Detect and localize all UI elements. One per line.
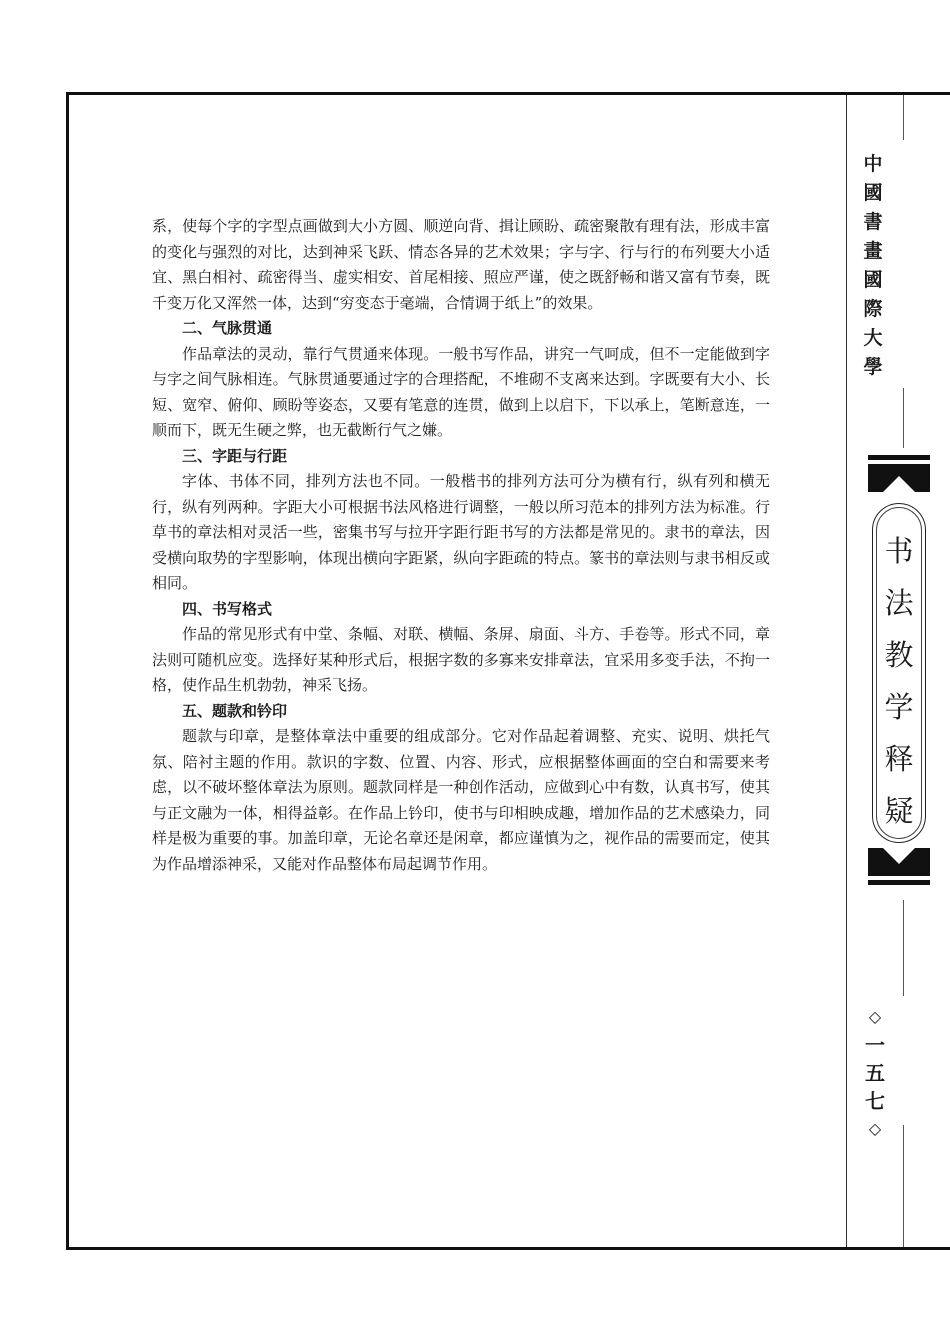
title-char: 教: [884, 638, 914, 672]
badge-top-bar: [868, 455, 930, 460]
page-number-char: 七: [865, 1089, 885, 1113]
publisher-header: [860, 150, 886, 382]
title-char: 书: [884, 534, 914, 568]
diamond-icon: ◇: [868, 1119, 882, 1138]
badge-bottom-bar: [868, 880, 930, 885]
main-text: [152, 214, 770, 877]
badge-top-cap: [868, 464, 930, 492]
side-rule-bottom: [903, 1125, 904, 1247]
margin-divider: [846, 95, 847, 1247]
badge-bottom-cap: [868, 848, 930, 876]
header-char: 國: [863, 182, 883, 204]
side-rule-lower: [903, 900, 904, 996]
section-heading: 四、书写格式: [182, 599, 273, 618]
book-title: [868, 525, 930, 837]
side-rule-mid: [903, 388, 904, 448]
header-char: 大: [863, 327, 883, 349]
title-char: 释: [884, 742, 914, 776]
page-number-char: 五: [865, 1061, 885, 1085]
page-number-char: 一: [865, 1033, 885, 1057]
title-char: 学: [884, 690, 914, 724]
section-paragraph: 作品章法的灵动，靠行气贯通来体现。一般书写作品，讲究一气呵成，但不一定能做到字与字之间气脉相连。气脉贯通要通过字的合理搭配，不堆砌不支离来达到。字既要有大小、长短、宽窄、俯仰、顾盼等姿态，又要有笔意的连贯，做到上以启下，下以承上，笔断意连，一顺而下，既无生硬之弊，也无截断行气之嫌。: [152, 344, 770, 439]
page-number: [858, 1003, 892, 1143]
section-paragraph: 字体、书体不同，排列方法也不同。一般楷书的排列方法可分为横有行，纵有列和横无行，纵有列两种。字距大小可根据书法风格进行调整，一般以所习范本的排列方法为标准。行草书的章法相对灵活一些，密集书写与拉开字距行距书写的方法都是常见的。隶书的章法，因受横向取势的字型影响，体现出横向字距紧，纵向字距疏的特点。篆书的章法则与隶书相反或相同。: [152, 472, 770, 592]
header-char: 國: [863, 269, 883, 291]
header-char: 中: [863, 153, 883, 175]
header-char: 學: [863, 356, 883, 378]
section-paragraph: 作品的常见形式有中堂、条幅、对联、横幅、条屏、扇面、斗方、手卷等。形式不同，章法则可随机应变。选择好某种形式后，根据字数的多寡来安排章法，宜采用多变手法，不拘一格，使作品生机勃勃，神采飞扬。: [152, 625, 770, 694]
header-char: 畫: [863, 240, 883, 262]
section-heading: 五、题款和钤印: [182, 701, 288, 720]
title-char: 疑: [884, 794, 914, 828]
section-heading: 三、字距与行距: [182, 446, 288, 465]
section-heading: 二、气脉贯通: [182, 319, 273, 337]
header-char: 書: [863, 211, 883, 233]
side-rule-top: [903, 95, 904, 140]
title-char: 法: [884, 586, 914, 620]
header-char: 際: [863, 298, 883, 320]
section-paragraph: 题款与印章，是整体章法中重要的组成部分。它对作品起着调整、充实、说明、烘托气氛、陪衬主题的作用。款识的字数、位置、内容、形式，应根据整体画面的空白和需要来考虑，以不破坏整体章法为原则。题款同样是一种创作活动，应做到心中有数，认真书写，使其与正文融为一体，相得益彰。在作品上钤印，使书与印相映成趣，增加作品的艺术感染力，同样是极为重要的事。加盖印章，无论名章还是闲章，都应谨慎为之，视作品的需要而定，使其为作品增添神采，又能对作品整体布局起调节作用。: [152, 727, 770, 873]
diamond-icon: ◇: [868, 1007, 882, 1026]
intro-paragraph: 系，使每个字的字型点画做到大小方圆、顺逆向背、揖让顾盼、疏密聚散有理有法，形成丰富的变化与强烈的对比，达到神采飞跃、情态各异的艺术效果；字与字、行与行的布列要大小适宜、黑白相衬、疏密得当、虚实相安、首尾相接、照应严谨，使之既舒畅和谐又富有节奏，既千变万化又浑然一体，达到“穷变态于毫端，合情调于纸上”的效果。: [152, 217, 770, 312]
